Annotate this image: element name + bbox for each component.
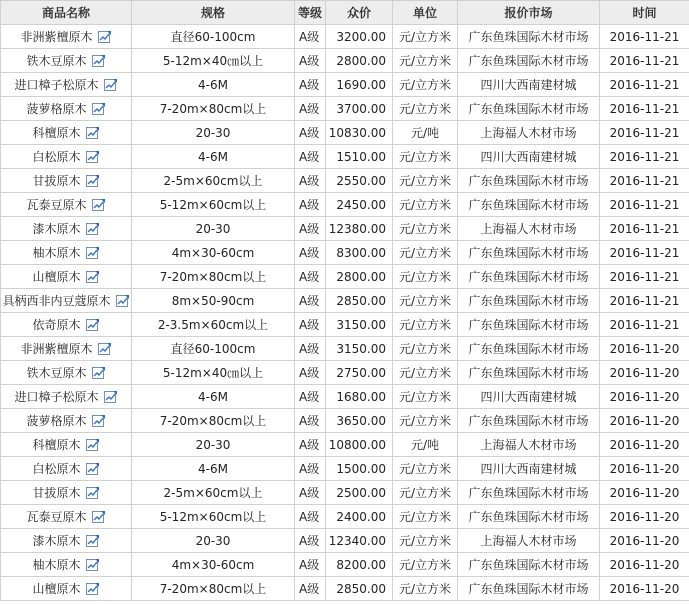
trend-chart-icon[interactable] — [86, 150, 100, 163]
cell-market: 广东鱼珠国际木材市场 — [458, 25, 600, 49]
cell-grade: A级 — [295, 193, 326, 217]
cell-grade: A级 — [295, 97, 326, 121]
cell-market: 上海福人木材市场 — [458, 529, 600, 553]
cell-time: 2016-11-21 — [600, 73, 689, 97]
cell-time: 2016-11-20 — [600, 385, 689, 409]
cell-grade: A级 — [295, 385, 326, 409]
cell-price: 2800.00 — [326, 265, 393, 289]
cell-price: 12340.00 — [326, 529, 393, 553]
cell-unit: 元/立方米 — [393, 385, 458, 409]
cell-name — [1, 289, 132, 313]
cell-spec: 4m×30-60cm — [132, 553, 295, 577]
cell-grade: A级 — [295, 25, 326, 49]
cell-time: 2016-11-21 — [600, 265, 689, 289]
cell-time: 2016-11-20 — [600, 361, 689, 385]
cell-price: 3200.00 — [326, 25, 393, 49]
cell-spec: 5-12m×60cm以上 — [132, 193, 295, 217]
cell-unit: 元/立方米 — [393, 361, 458, 385]
trend-chart-icon[interactable] — [86, 246, 100, 259]
trend-chart-icon[interactable] — [86, 270, 100, 283]
table-row — [1, 457, 689, 481]
product-name: 山檀原木 — [32, 270, 81, 284]
cell-spec: 4-6M — [132, 385, 295, 409]
cell-name — [1, 433, 132, 457]
header-price: 众价 — [326, 1, 393, 25]
cell-name — [1, 529, 132, 553]
trend-chart-icon[interactable] — [104, 78, 118, 91]
table-row — [1, 433, 689, 457]
cell-market: 广东鱼珠国际木材市场 — [458, 313, 600, 337]
product-name: 甘拔原木 — [32, 174, 81, 188]
product-name: 科檀原木 — [32, 126, 81, 140]
table-row — [1, 97, 689, 121]
cell-name — [1, 481, 132, 505]
table-row — [1, 361, 689, 385]
cell-unit: 元/立方米 — [393, 409, 458, 433]
cell-unit: 元/立方米 — [393, 25, 458, 49]
trend-chart-icon[interactable] — [98, 342, 112, 355]
product-name: 依奇原木 — [32, 318, 81, 332]
cell-time: 2016-11-20 — [600, 433, 689, 457]
cell-unit: 元/立方米 — [393, 145, 458, 169]
trend-chart-icon[interactable] — [104, 390, 118, 403]
cell-price: 3150.00 — [326, 313, 393, 337]
table-row — [1, 577, 689, 601]
cell-grade: A级 — [295, 577, 326, 601]
trend-chart-icon[interactable] — [86, 558, 100, 571]
cell-name — [1, 145, 132, 169]
cell-price: 2500.00 — [326, 481, 393, 505]
cell-spec: 7-20m×80cm以上 — [132, 97, 295, 121]
cell-name — [1, 193, 132, 217]
cell-name — [1, 313, 132, 337]
trend-chart-icon[interactable] — [92, 366, 106, 379]
table-row — [1, 481, 689, 505]
cell-time: 2016-11-21 — [600, 49, 689, 73]
cell-unit: 元/立方米 — [393, 169, 458, 193]
product-name: 柚木原木 — [32, 246, 81, 260]
table-row — [1, 25, 689, 49]
cell-spec: 2-5m×60cm以上 — [132, 169, 295, 193]
cell-grade: A级 — [295, 121, 326, 145]
cell-grade: A级 — [295, 217, 326, 241]
cell-time: 2016-11-20 — [600, 481, 689, 505]
trend-chart-icon[interactable] — [92, 414, 106, 427]
cell-spec: 7-20m×80cm以上 — [132, 409, 295, 433]
trend-chart-icon[interactable] — [86, 126, 100, 139]
cell-time: 2016-11-20 — [600, 577, 689, 601]
trend-chart-icon[interactable] — [86, 438, 100, 451]
cell-unit: 元/立方米 — [393, 577, 458, 601]
cell-price: 12380.00 — [326, 217, 393, 241]
cell-time: 2016-11-21 — [600, 289, 689, 313]
cell-market: 广东鱼珠国际木材市场 — [458, 409, 600, 433]
cell-market: 广东鱼珠国际木材市场 — [458, 361, 600, 385]
cell-market: 广东鱼珠国际木材市场 — [458, 289, 600, 313]
cell-market: 广东鱼珠国际木材市场 — [458, 265, 600, 289]
cell-time: 2016-11-20 — [600, 529, 689, 553]
cell-price: 2850.00 — [326, 577, 393, 601]
cell-name — [1, 577, 132, 601]
trend-chart-icon[interactable] — [92, 510, 106, 523]
product-name: 瓦泰豆原木 — [26, 198, 87, 212]
cell-price: 1690.00 — [326, 73, 393, 97]
table-row — [1, 49, 689, 73]
cell-price: 3650.00 — [326, 409, 393, 433]
product-name: 菠萝格原木 — [26, 414, 87, 428]
cell-unit: 元/立方米 — [393, 289, 458, 313]
trend-chart-icon[interactable] — [92, 102, 106, 115]
cell-name — [1, 49, 132, 73]
product-name: 白松原木 — [32, 150, 81, 164]
cell-grade: A级 — [295, 49, 326, 73]
cell-price: 2450.00 — [326, 193, 393, 217]
product-name: 进口樟子松原木 — [14, 390, 99, 404]
table-row — [1, 337, 689, 361]
cell-price: 3150.00 — [326, 337, 393, 361]
cell-name — [1, 409, 132, 433]
cell-name — [1, 385, 132, 409]
cell-grade: A级 — [295, 73, 326, 97]
cell-market: 上海福人木材市场 — [458, 217, 600, 241]
trend-chart-icon[interactable] — [116, 294, 130, 307]
header-name: 商品名称 — [1, 1, 132, 25]
cell-market: 广东鱼珠国际木材市场 — [458, 49, 600, 73]
cell-price: 2750.00 — [326, 361, 393, 385]
table-row — [1, 313, 689, 337]
table-row — [1, 529, 689, 553]
cell-grade: A级 — [295, 481, 326, 505]
cell-name — [1, 217, 132, 241]
cell-unit: 元/立方米 — [393, 97, 458, 121]
trend-chart-icon[interactable] — [98, 30, 112, 43]
cell-market: 广东鱼珠国际木材市场 — [458, 337, 600, 361]
cell-name — [1, 241, 132, 265]
cell-market: 广东鱼珠国际木材市场 — [458, 553, 600, 577]
product-name: 菠萝格原木 — [26, 102, 87, 116]
cell-price: 2800.00 — [326, 49, 393, 73]
product-name: 白松原木 — [32, 462, 81, 476]
cell-name — [1, 121, 132, 145]
cell-price: 2400.00 — [326, 505, 393, 529]
cell-spec: 20-30 — [132, 529, 295, 553]
cell-name — [1, 73, 132, 97]
cell-time: 2016-11-20 — [600, 457, 689, 481]
cell-price: 2850.00 — [326, 289, 393, 313]
table-row — [1, 241, 689, 265]
header-grade: 等级 — [295, 1, 326, 25]
cell-unit: 元/立方米 — [393, 265, 458, 289]
cell-price: 10800.00 — [326, 433, 393, 457]
trend-chart-icon[interactable] — [92, 54, 106, 67]
cell-grade: A级 — [295, 337, 326, 361]
cell-market: 四川大西南建材城 — [458, 73, 600, 97]
cell-spec: 8m×50-90cm — [132, 289, 295, 313]
table-row — [1, 145, 689, 169]
table-row — [1, 169, 689, 193]
product-name: 科檀原木 — [32, 438, 81, 452]
cell-name — [1, 265, 132, 289]
cell-name — [1, 169, 132, 193]
cell-spec: 5-12m×40㎝以上 — [132, 49, 295, 73]
cell-name — [1, 25, 132, 49]
cell-time: 2016-11-21 — [600, 25, 689, 49]
trend-chart-icon[interactable] — [86, 174, 100, 187]
cell-grade: A级 — [295, 289, 326, 313]
cell-unit: 元/立方米 — [393, 481, 458, 505]
cell-market: 广东鱼珠国际木材市场 — [458, 577, 600, 601]
cell-unit: 元/立方米 — [393, 337, 458, 361]
product-name: 柚木原木 — [32, 558, 81, 572]
cell-price: 1500.00 — [326, 457, 393, 481]
cell-grade: A级 — [295, 529, 326, 553]
header-time: 时间 — [600, 1, 689, 25]
cell-unit: 元/立方米 — [393, 313, 458, 337]
cell-unit: 元/立方米 — [393, 193, 458, 217]
cell-market: 上海福人木材市场 — [458, 433, 600, 457]
cell-unit: 元/立方米 — [393, 241, 458, 265]
product-name: 漆木原木 — [32, 534, 81, 548]
cell-spec: 5-12m×40㎝以上 — [132, 361, 295, 385]
cell-market: 广东鱼珠国际木材市场 — [458, 481, 600, 505]
table-row — [1, 289, 689, 313]
cell-market: 广东鱼珠国际木材市场 — [458, 193, 600, 217]
cell-time: 2016-11-21 — [600, 97, 689, 121]
cell-unit: 元/立方米 — [393, 553, 458, 577]
cell-spec: 2-3.5m×60cm以上 — [132, 313, 295, 337]
cell-name — [1, 457, 132, 481]
cell-grade: A级 — [295, 361, 326, 385]
cell-spec: 20-30 — [132, 121, 295, 145]
cell-grade: A级 — [295, 265, 326, 289]
cell-time: 2016-11-21 — [600, 241, 689, 265]
cell-spec: 4-6M — [132, 73, 295, 97]
header-spec: 规格 — [132, 1, 295, 25]
trend-chart-icon[interactable] — [86, 534, 100, 547]
product-name: 甘拔原木 — [32, 486, 81, 500]
cell-spec: 7-20m×80cm以上 — [132, 577, 295, 601]
header-market: 报价市场 — [458, 1, 600, 25]
product-name: 山檀原木 — [32, 582, 81, 596]
product-name: 非洲紫檀原木 — [20, 30, 93, 44]
cell-name — [1, 361, 132, 385]
product-name: 进口樟子松原木 — [14, 78, 99, 92]
cell-grade: A级 — [295, 505, 326, 529]
trend-chart-icon[interactable] — [86, 462, 100, 475]
cell-market: 上海福人木材市场 — [458, 121, 600, 145]
cell-market: 广东鱼珠国际木材市场 — [458, 169, 600, 193]
cell-name — [1, 505, 132, 529]
cell-market: 广东鱼珠国际木材市场 — [458, 97, 600, 121]
cell-grade: A级 — [295, 433, 326, 457]
cell-spec: 5-12m×60cm以上 — [132, 505, 295, 529]
product-name: 铁木豆原木 — [26, 366, 87, 380]
cell-unit: 元/立方米 — [393, 217, 458, 241]
product-name: 具柄西非内豆蔻原木 — [2, 294, 111, 308]
cell-spec: 4m×30-60cm — [132, 241, 295, 265]
cell-spec: 20-30 — [132, 217, 295, 241]
cell-spec: 20-30 — [132, 433, 295, 457]
trend-chart-icon[interactable] — [86, 318, 100, 331]
cell-unit: 元/吨 — [393, 121, 458, 145]
cell-market: 四川大西南建材城 — [458, 385, 600, 409]
cell-spec: 直径60-100cm — [132, 25, 295, 49]
cell-unit: 元/立方米 — [393, 529, 458, 553]
cell-time: 2016-11-20 — [600, 337, 689, 361]
table-row — [1, 121, 689, 145]
table-row — [1, 73, 689, 97]
trend-chart-icon[interactable] — [92, 198, 106, 211]
product-name: 铁木豆原木 — [26, 54, 87, 68]
cell-time: 2016-11-21 — [600, 121, 689, 145]
cell-grade: A级 — [295, 169, 326, 193]
cell-grade: A级 — [295, 241, 326, 265]
cell-time: 2016-11-21 — [600, 145, 689, 169]
cell-time: 2016-11-20 — [600, 553, 689, 577]
cell-name — [1, 337, 132, 361]
cell-price: 10830.00 — [326, 121, 393, 145]
header-unit: 单位 — [393, 1, 458, 25]
cell-spec: 7-20m×80cm以上 — [132, 265, 295, 289]
cell-spec: 直径60-100cm — [132, 337, 295, 361]
cell-unit: 元/立方米 — [393, 457, 458, 481]
product-name: 瓦泰豆原木 — [26, 510, 87, 524]
table-row — [1, 505, 689, 529]
cell-name — [1, 553, 132, 577]
cell-price: 1510.00 — [326, 145, 393, 169]
cell-grade: A级 — [295, 457, 326, 481]
trend-chart-icon[interactable] — [86, 222, 100, 235]
cell-market: 广东鱼珠国际木材市场 — [458, 505, 600, 529]
cell-grade: A级 — [295, 145, 326, 169]
cell-price: 1680.00 — [326, 385, 393, 409]
cell-time: 2016-11-20 — [600, 505, 689, 529]
cell-grade: A级 — [295, 553, 326, 577]
trend-chart-icon[interactable] — [86, 582, 100, 595]
product-name: 非洲紫檀原木 — [20, 342, 93, 356]
cell-market: 广东鱼珠国际木材市场 — [458, 241, 600, 265]
cell-price: 3700.00 — [326, 97, 393, 121]
cell-unit: 元/立方米 — [393, 73, 458, 97]
cell-time: 2016-11-20 — [600, 409, 689, 433]
table-row — [1, 217, 689, 241]
cell-time: 2016-11-21 — [600, 169, 689, 193]
cell-time: 2016-11-21 — [600, 193, 689, 217]
cell-grade: A级 — [295, 313, 326, 337]
cell-time: 2016-11-21 — [600, 313, 689, 337]
cell-market: 四川大西南建材城 — [458, 145, 600, 169]
cell-spec: 2-5m×60cm以上 — [132, 481, 295, 505]
cell-price: 8200.00 — [326, 553, 393, 577]
table-row — [1, 385, 689, 409]
table-row — [1, 265, 689, 289]
cell-unit: 元/立方米 — [393, 49, 458, 73]
cell-grade: A级 — [295, 409, 326, 433]
product-name: 漆木原木 — [32, 222, 81, 236]
table-row — [1, 193, 689, 217]
trend-chart-icon[interactable] — [86, 486, 100, 499]
cell-unit: 元/立方米 — [393, 505, 458, 529]
table-header-row — [1, 1, 689, 25]
cell-market: 四川大西南建材城 — [458, 457, 600, 481]
cell-name — [1, 97, 132, 121]
cell-spec: 4-6M — [132, 145, 295, 169]
table-row — [1, 553, 689, 577]
cell-price: 8300.00 — [326, 241, 393, 265]
cell-spec: 4-6M — [132, 457, 295, 481]
cell-price: 2550.00 — [326, 169, 393, 193]
table-row — [1, 409, 689, 433]
cell-unit: 元/吨 — [393, 433, 458, 457]
cell-time: 2016-11-21 — [600, 217, 689, 241]
